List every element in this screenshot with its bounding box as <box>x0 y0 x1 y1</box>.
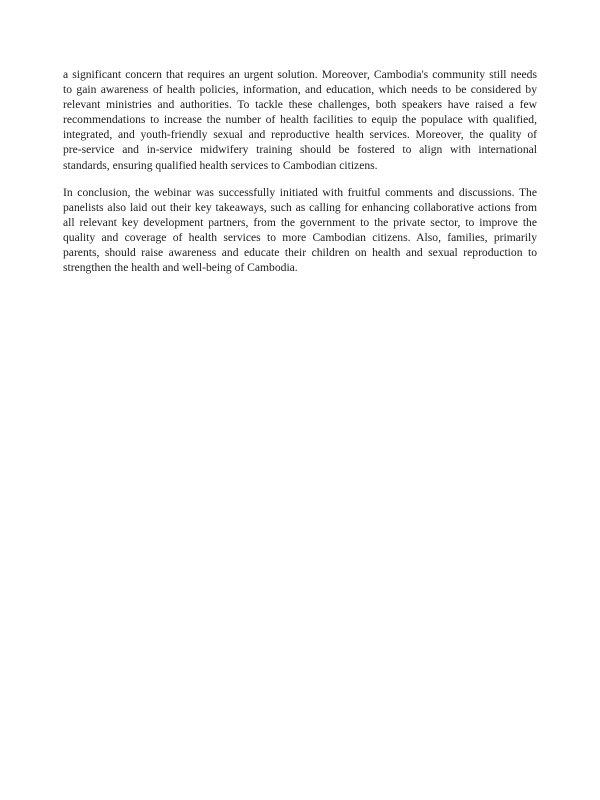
text-line: to gain awareness of health policies, information, and education, which needs to be considered by <box>63 83 537 97</box>
text-line: panelists also laid out their key takeaways, such as calling for enhancing collaborative actions from <box>63 200 537 214</box>
document-text-block <box>63 67 537 287</box>
paragraph-recommendations <box>63 67 537 173</box>
text-line: a significant concern that requires an urgent solution. Moreover, Cambodia's community still needs <box>63 68 537 81</box>
text-line: standards, ensuring qualified health services to Cambodian citizens. <box>63 158 378 172</box>
text-line: all relevant key development partners, from the government to the private sector, to improve the <box>63 215 537 229</box>
text-line: integrated, and youth-friendly sexual and reproductive health services. Moreover, the quality of <box>63 128 537 142</box>
text-line: parents, should raise awareness and educate their children on health and sexual reproduction to <box>63 246 537 260</box>
text-line: recommendations to increase the number of health facilities to equip the populace with qualified, <box>63 113 537 127</box>
text-line: In conclusion, the webinar was successfully initiated with fruitful comments and discussions. The <box>63 185 537 199</box>
paragraph-conclusion <box>63 185 537 276</box>
text-line: pre-service and in-service midwifery training should be fostered to align with international <box>63 143 537 157</box>
text-line: quality and coverage of health services to more Cambodian citizens. Also, families, primarily <box>63 230 537 244</box>
text-line: strengthen the health and well-being of Cambodia. <box>63 261 298 275</box>
text-line: relevant ministries and authorities. To tackle these challenges, both speakers have raised a few <box>63 98 537 112</box>
